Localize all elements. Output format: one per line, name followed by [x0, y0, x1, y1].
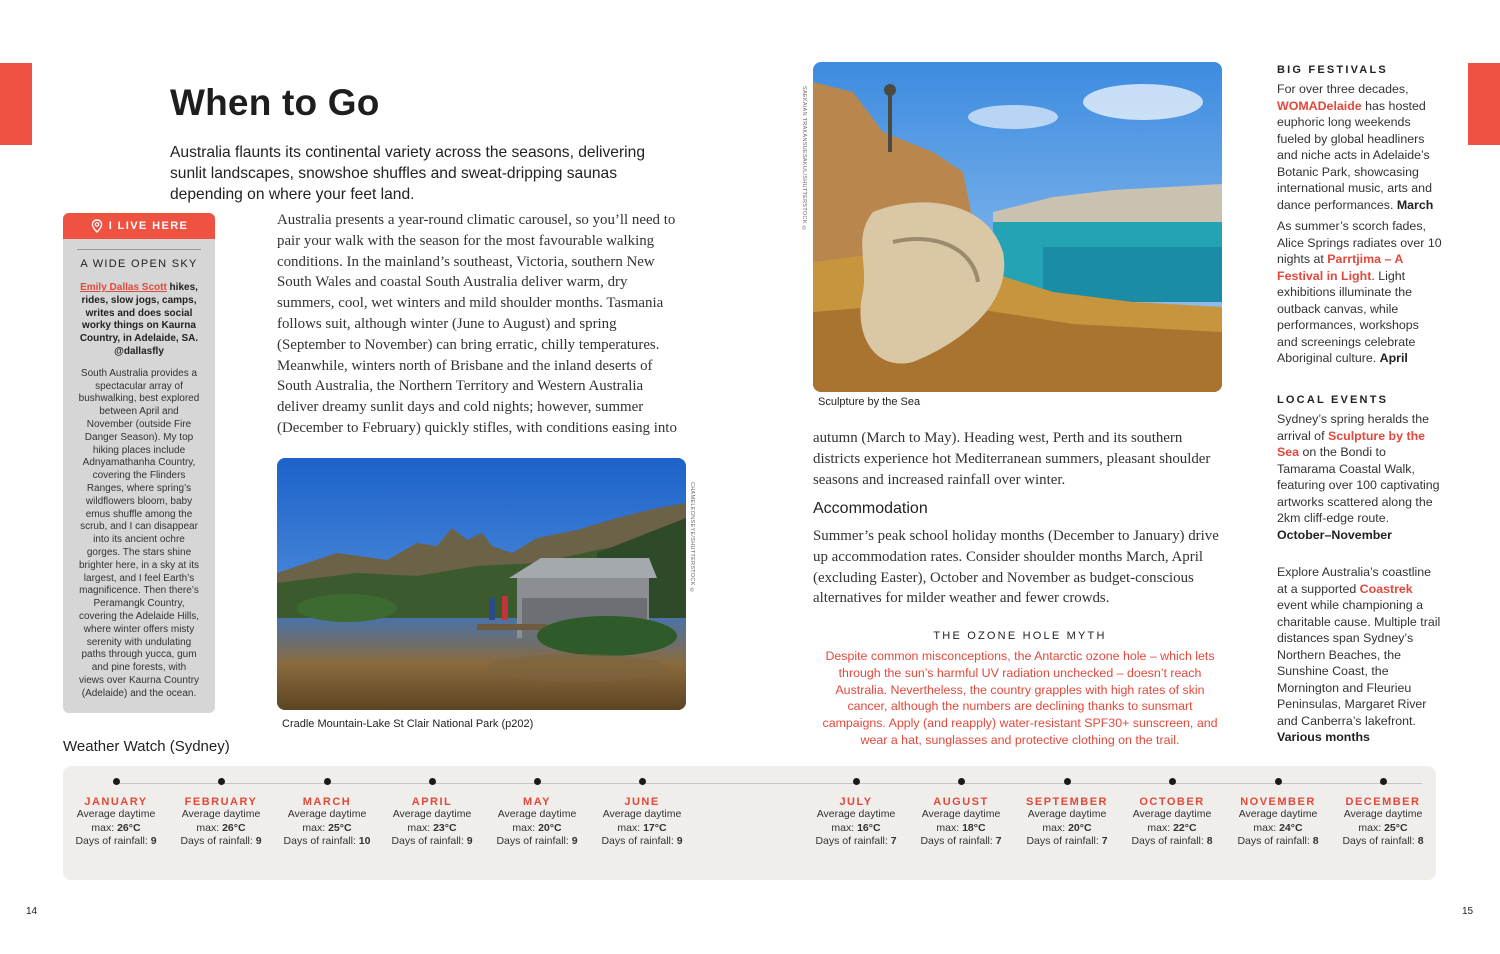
month-name: MARCH: [302, 796, 352, 808]
festival-text: . Light exhibitions illuminate the outback canvas, while performances, workshops and screenings celebrate Aboriginal culture.: [1277, 268, 1419, 365]
weather-timeline: [63, 766, 1436, 880]
max-value: 20°C: [1068, 821, 1092, 834]
rainfall-days: [1331, 835, 1435, 849]
max-value: 17°C: [643, 821, 667, 834]
event-month: October–November: [1277, 527, 1392, 542]
timeline-dot: [534, 778, 541, 785]
max-label: max:: [1147, 821, 1174, 834]
accommodation-text: Summer’s peak school holiday months (December to January) drive up accommodation rates. Consider shoulder months March, April (excluding Easter), October and November as budget-conscious alternatives for milder weather and fewer crowds.: [813, 528, 1219, 607]
rain-label: Days of rainfall:: [1237, 835, 1313, 847]
cradle-mountain-photo: [277, 458, 686, 710]
timeline-dot: [113, 778, 120, 785]
timeline-dot: [1169, 778, 1176, 785]
daytime-label: Average daytime: [1343, 808, 1423, 820]
weather-month-december: [1331, 778, 1435, 849]
month-name: JANUARY: [84, 796, 148, 808]
daytime-label: Average daytime: [1238, 808, 1318, 820]
right-page-tab: [1468, 63, 1500, 145]
rainfall-days: [64, 835, 168, 849]
sculpture-by-the-sea-photo: [813, 62, 1222, 392]
daytime-label: Average daytime: [76, 808, 156, 820]
timeline-dot: [1064, 778, 1071, 785]
rainfall-days: [1120, 835, 1224, 849]
weather-month-may: [485, 778, 589, 849]
max-temp: [590, 822, 694, 836]
timeline-dot: [324, 778, 331, 785]
weather-month-june: [590, 778, 694, 849]
rain-label: Days of rainfall:: [1131, 835, 1207, 847]
max-label: max:: [1253, 821, 1280, 834]
rainfall-days: [1015, 835, 1119, 849]
event-text: event while championing a charitable cause. Multiple trail distances span Sydney’s Northern Beaches, the Sunshine Coast, the Mornington and Fleurieu Peninsulas, Margaret River and Canberra’s lakefront.: [1277, 598, 1441, 728]
author-description: hikes, rides, slow jogs, camps, writes and does social worky things on Kaurna Country, in Adelaide, SA. @dallasfly: [79, 282, 199, 357]
max-temp: [275, 822, 379, 836]
badge-label: I LIVE HERE: [108, 220, 189, 232]
rainfall-days: [909, 835, 1013, 849]
max-value: 20°C: [538, 821, 562, 834]
rain-label: Days of rainfall:: [283, 835, 359, 847]
max-temp: [169, 822, 273, 836]
i-live-here-badge: [63, 213, 215, 239]
festival-text: has hosted euphoric long weekends fueled by global headliners and niche acts in Adelaide’s Botanic Park, showcasing international music, arts and dance performances.: [1277, 98, 1432, 212]
big-festivals-heading: BIG FESTIVALS: [1277, 64, 1388, 76]
rain-value: 7: [995, 835, 1002, 847]
rain-label: Days of rainfall:: [920, 835, 996, 847]
author-name: Emily Dallas Scott: [80, 282, 167, 293]
max-label: max:: [407, 821, 434, 834]
daytime-label: Average daytime: [497, 808, 577, 820]
rainfall-days: [1226, 835, 1330, 849]
page-title: When to Go: [170, 82, 380, 123]
timeline-dot: [218, 778, 225, 785]
map-pin-icon: [90, 219, 104, 233]
rain-value: 9: [466, 835, 473, 847]
event-text: Explore Australia’s coastline at a supported: [1277, 565, 1432, 596]
month-name: SEPTEMBER: [1026, 796, 1108, 808]
month-name: AUGUST: [933, 796, 989, 808]
month-name: JUNE: [624, 796, 660, 808]
festival-text: As summer’s scorch fades, Alice Springs radiates over 10 nights at: [1277, 219, 1442, 266]
max-value: 26°C: [222, 821, 246, 834]
max-temp: [1226, 822, 1330, 836]
rain-value: 9: [676, 835, 683, 847]
festival-parrtjima: [1277, 218, 1442, 367]
weather-month-february: [169, 778, 273, 849]
cradle-photo-caption: Cradle Mountain-Lake St Clair National Park (p202): [282, 718, 534, 730]
event-sculpture-by-the-sea: [1277, 411, 1442, 543]
max-label: max:: [831, 821, 858, 834]
rain-label: Days of rainfall:: [1026, 835, 1102, 847]
cradle-photo-credit: CHAMELEONSEYE/SHUTTERSTOCK ©: [689, 482, 695, 594]
rain-value: 8: [1206, 835, 1213, 847]
event-text: Sydney’s spring heralds the arrival of: [1277, 412, 1429, 443]
sculpture-photo-credit: SAEKAIAN TRAKANSUESAKUL/SHUTTERSTOCK ©: [801, 86, 807, 232]
weather-month-september: [1015, 778, 1119, 849]
max-value: 16°C: [857, 821, 881, 834]
weather-month-january: [64, 778, 168, 849]
max-label: max:: [196, 821, 223, 834]
daytime-label: Average daytime: [816, 808, 896, 820]
weather-month-april: [380, 778, 484, 849]
max-value: 25°C: [328, 821, 352, 834]
rainfall-days: [590, 835, 694, 849]
max-temp: [1120, 822, 1224, 836]
rain-label: Days of rainfall:: [1342, 835, 1418, 847]
event-month: Various months: [1277, 730, 1370, 744]
month-name: FEBRUARY: [184, 796, 258, 808]
accommodation-heading: Accommodation: [813, 500, 928, 517]
month-name: MAY: [523, 796, 551, 808]
daytime-label: Average daytime: [392, 808, 472, 820]
month-name: JULY: [839, 796, 873, 808]
sidebar-title: A WIDE OPEN SKY: [80, 258, 198, 270]
rain-value: 8: [1417, 835, 1424, 847]
rain-label: Days of rainfall:: [180, 835, 256, 847]
rainfall-days: [169, 835, 273, 849]
month-name: APRIL: [411, 796, 453, 808]
timeline-dot: [639, 778, 646, 785]
weather-month-august: [909, 778, 1013, 849]
max-label: max:: [91, 821, 118, 834]
timeline-dot: [1380, 778, 1387, 785]
event-text: on the Bondi to Tamarama Coastal Walk, featuring over 100 captivating artworks scattered along the 2km cliff-edge route.: [1277, 445, 1440, 525]
daytime-label: Average daytime: [1027, 808, 1107, 820]
rain-value: 9: [255, 835, 262, 847]
max-label: max:: [512, 821, 539, 834]
max-label: max:: [617, 821, 644, 834]
ozone-myth-text: Despite common misconceptions, the Antarctic ozone hole – which lets through the sun’s harmful UV radiation unchecked – doesn’t reach Australia. Nevertheless, the country grapples with high rates of skin cancer, although the numbers are declining thanks to sunsmart campaigns. Apply (and reapply) water-resistant SPF30+ sunscreen, and wear a hat, sunglasses and protective clothing on the trail.: [822, 649, 1218, 747]
max-value: 23°C: [433, 821, 457, 834]
rain-value: 9: [150, 835, 157, 847]
local-events-heading: LOCAL EVENTS: [1277, 394, 1389, 406]
rainfall-days: [804, 835, 908, 849]
timeline-dot: [1275, 778, 1282, 785]
timeline-dot: [429, 778, 436, 785]
rain-label: Days of rainfall:: [391, 835, 467, 847]
month-name: NOVEMBER: [1240, 796, 1316, 808]
rain-label: Days of rainfall:: [815, 835, 891, 847]
weather-month-july: [804, 778, 908, 849]
max-label: max:: [1042, 821, 1069, 834]
i-live-here-box: [63, 213, 215, 713]
max-temp: [909, 822, 1013, 836]
rain-value: 8: [1312, 835, 1319, 847]
daytime-label: Average daytime: [1132, 808, 1212, 820]
max-temp: [1331, 822, 1435, 836]
max-temp: [804, 822, 908, 836]
max-temp: [1015, 822, 1119, 836]
timeline-dot: [853, 778, 860, 785]
parrtjima-link[interactable]: Parrtjima – A Festival in Light: [1277, 252, 1403, 283]
rain-label: Days of rainfall:: [496, 835, 572, 847]
festival-text: For over three decades,: [1277, 82, 1409, 96]
rain-value: 7: [1101, 835, 1108, 847]
intro-paragraph: Australia flaunts its continental variety across the seasons, delivering sunlit landscapes, snowshoe shuffles and sweat-dripping saunas depending on where your feet land.: [170, 144, 645, 203]
sculpture-photo-caption: Sculpture by the Sea: [818, 396, 921, 408]
max-value: 25°C: [1384, 821, 1408, 834]
rain-value: 9: [571, 835, 578, 847]
rainfall-days: [275, 835, 379, 849]
festival-month: March: [1396, 197, 1434, 212]
max-value: 26°C: [117, 821, 141, 834]
daytime-label: Average daytime: [602, 808, 682, 820]
body-text-left: Australia presents a year-round climatic carousel, so you’ll need to pair your walk with the season for the most favourable walking conditions. In the mainland’s southeast, Victoria, southern New South Wales and coastal South Australia deliver warm, dry summers, cool, wet winters and mild shoulder months. Tasmania follows suit, although winter (June to August) and spring (September to November) can bring erratic, chilly temperatures. Meanwhile, winters north of Brisbane and the inland deserts of South Australia, the Northern Territory and Western Australia deliver dreamy sunlit days and cold nights; however, summer (December to February) quickly stifles, with conditions easing into: [277, 212, 677, 436]
womadelaide-link[interactable]: WOMADelaide: [1277, 98, 1362, 113]
max-label: max:: [1358, 821, 1385, 834]
max-value: 18°C: [962, 821, 986, 834]
page-number-right: 15: [1462, 906, 1474, 917]
rainfall-days: [380, 835, 484, 849]
max-temp: [64, 822, 168, 836]
festival-month: April: [1379, 351, 1408, 365]
coastrek-link[interactable]: Coastrek: [1359, 581, 1413, 596]
sidebar-divider: [77, 249, 201, 250]
ozone-myth-title: THE OZONE HOLE MYTH: [933, 630, 1107, 642]
max-temp: [485, 822, 589, 836]
month-name: OCTOBER: [1139, 796, 1205, 808]
weather-month-october: [1120, 778, 1224, 849]
rain-value: 7: [890, 835, 897, 847]
left-page-tab: [0, 63, 32, 145]
sculpture-by-the-sea-link[interactable]: Sculpture by the Sea: [1277, 428, 1426, 459]
festival-womadelaide: [1277, 81, 1442, 213]
max-label: max:: [302, 821, 329, 834]
max-label: max:: [936, 821, 963, 834]
weather-month-march: [275, 778, 379, 849]
max-value: 24°C: [1279, 821, 1303, 834]
weather-month-november: [1226, 778, 1330, 849]
sidebar-text: South Australia provides a spectacular array of bushwalking, best explored between April and November (outside Fire Danger Season). My top hiking places include Adnyamathanha Country, covering the Flinders Ranges, where spring’s wildflowers bloom, baby emus shuffle among the scrub, and I can disappear into its ancient ochre gorges. The stars shine brighter here, in a sky at its largest, and I feel Earth’s magnificence. Then there’s Peramangk Country, covering the Adelaide Hills, where winter offers misty serenity with undulating paths through yucca, gum and pine forests, with views over Kaurna Country (Adelaide) and the ocean.: [78, 367, 200, 699]
max-temp: [380, 822, 484, 836]
daytime-label: Average daytime: [921, 808, 1001, 820]
weather-watch-title: Weather Watch (Sydney): [63, 738, 230, 755]
daytime-label: Average daytime: [287, 808, 367, 820]
author-bio: [75, 282, 203, 359]
timeline-dot: [958, 778, 965, 785]
daytime-label: Average daytime: [181, 808, 261, 820]
body-text-right: autumn (March to May). Heading west, Perth and its southern districts experience hot Mediterranean summers, pleasant shoulder seasons and increased rainfall over winter.: [813, 430, 1211, 488]
event-coastrek: [1277, 564, 1442, 746]
rain-label: Days of rainfall:: [75, 835, 151, 847]
month-name: DECEMBER: [1345, 796, 1421, 808]
rain-value: 10: [358, 835, 371, 847]
max-value: 22°C: [1173, 821, 1197, 834]
page-number-left: 14: [26, 906, 38, 917]
rain-label: Days of rainfall:: [601, 835, 677, 847]
rainfall-days: [485, 835, 589, 849]
